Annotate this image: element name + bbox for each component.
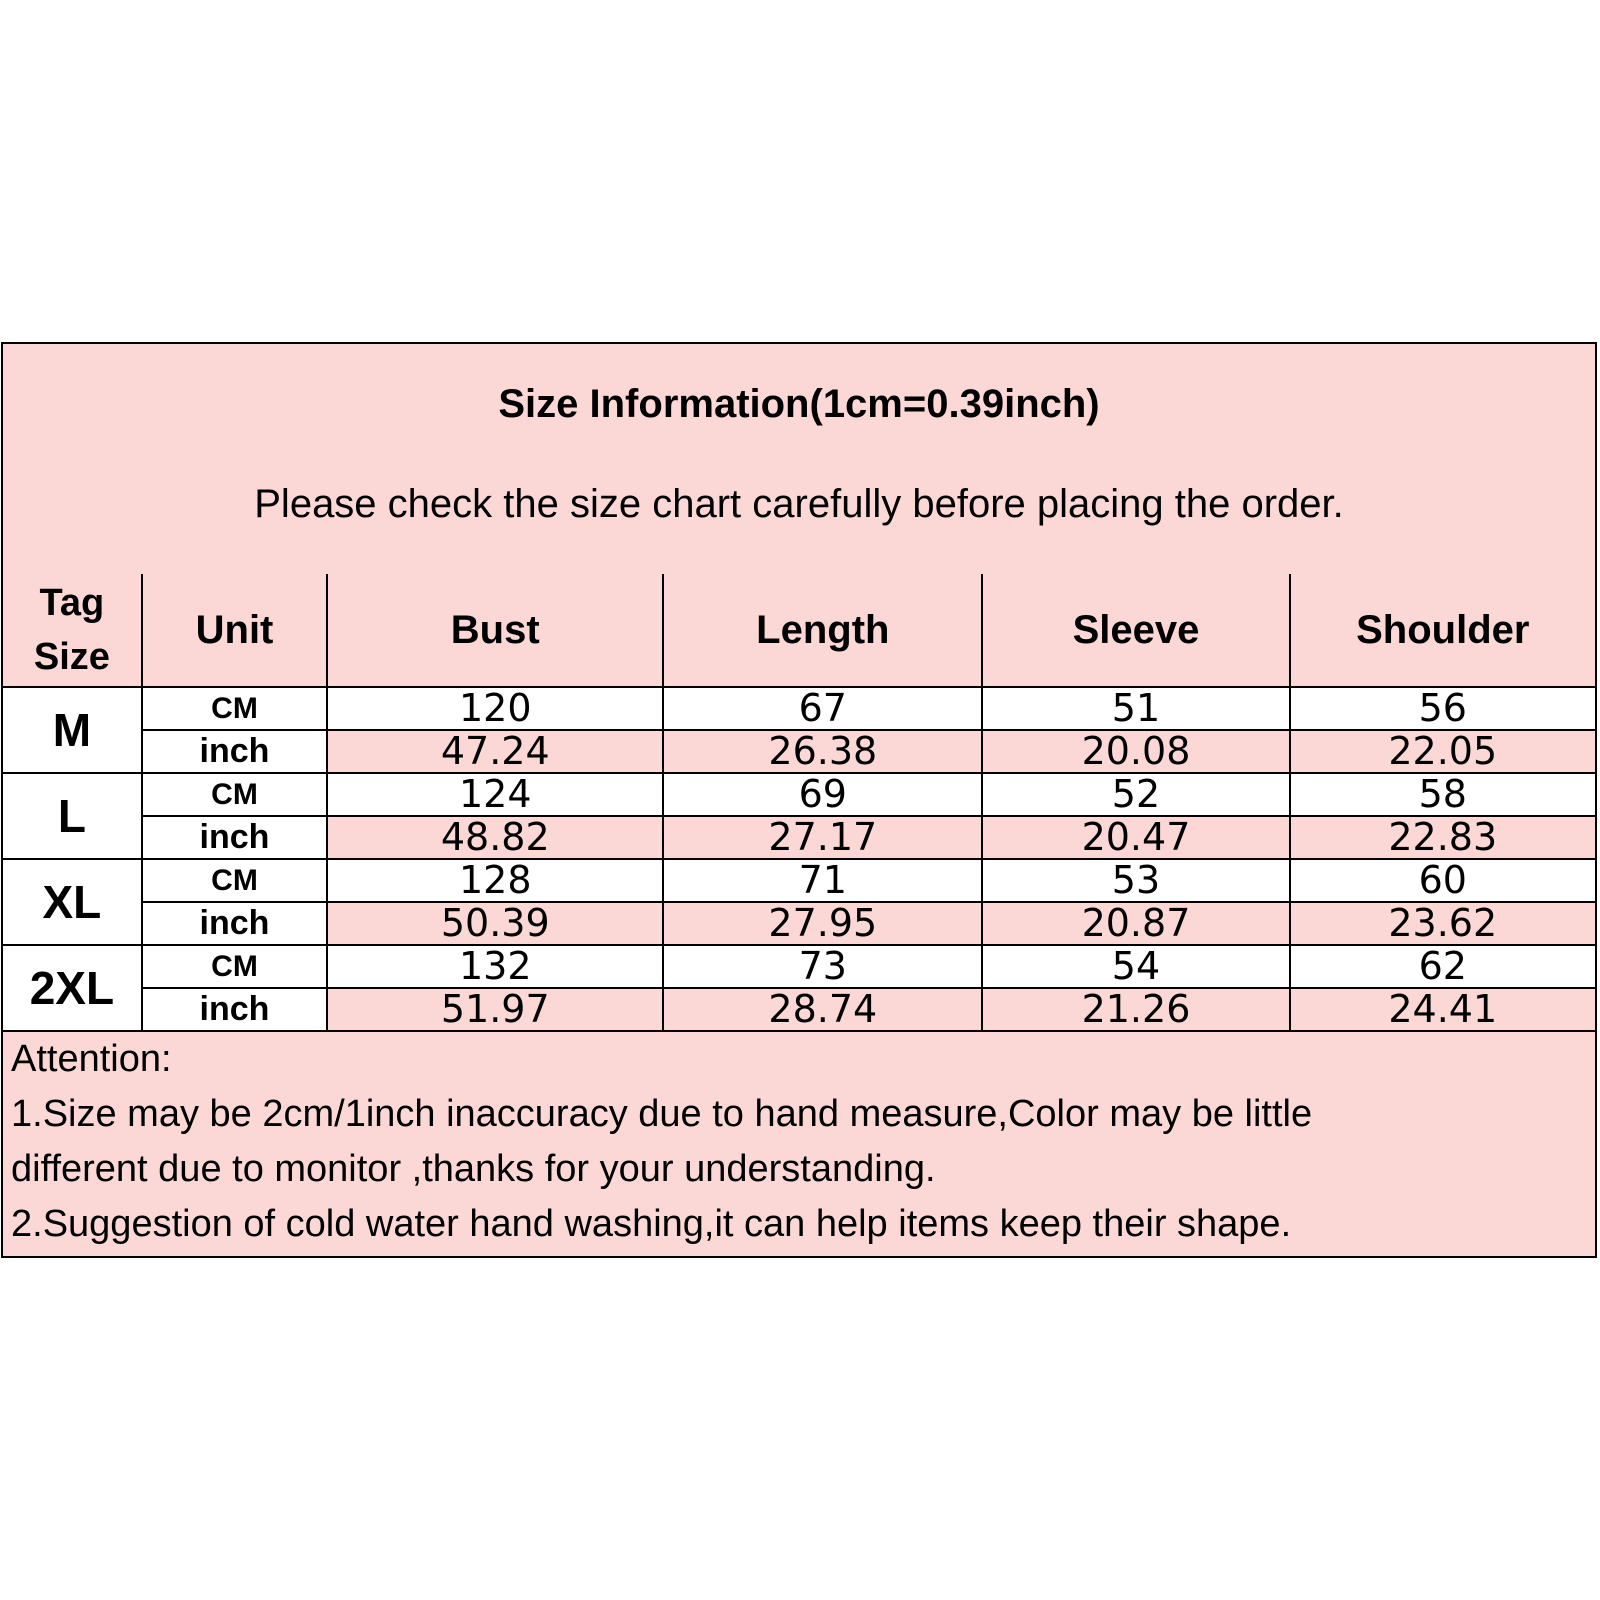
unit-cell: CM <box>142 773 328 816</box>
bust-value: 48.82 <box>327 816 663 859</box>
chart-header <box>3 344 1595 576</box>
length-value: 73 <box>663 945 982 988</box>
size-chart <box>1 342 1597 1258</box>
sleeve-value: 21.26 <box>982 988 1289 1031</box>
table-row <box>3 988 1595 1031</box>
table-row <box>3 902 1595 945</box>
size-table <box>3 574 1595 1032</box>
table-row <box>3 773 1595 816</box>
table-row <box>3 816 1595 859</box>
sleeve-value: 51 <box>982 687 1289 730</box>
shoulder-value: 23.62 <box>1290 902 1595 945</box>
note-line: 1.Size may be 2cm/1inch inaccuracy due to hand measure,Color may be little <box>11 1093 1313 1135</box>
length-value: 28.74 <box>663 988 982 1031</box>
table-row <box>3 730 1595 773</box>
size-label: M <box>3 687 142 773</box>
shoulder-value: 58 <box>1290 773 1595 816</box>
notes-heading: Attention: <box>11 1038 172 1080</box>
bust-value: 132 <box>327 945 663 988</box>
page-title: Size Information(1cm=0.39inch) <box>498 382 1100 426</box>
sleeve-value: 20.87 <box>982 902 1289 945</box>
unit-cell: inch <box>142 988 328 1031</box>
unit-cell: inch <box>142 902 328 945</box>
bust-value: 128 <box>327 859 663 902</box>
bust-value: 51.97 <box>327 988 663 1031</box>
unit-cell: inch <box>142 816 328 859</box>
table-header-row <box>3 574 1595 687</box>
bust-value: 50.39 <box>327 902 663 945</box>
bust-value: 120 <box>327 687 663 730</box>
shoulder-value: 22.05 <box>1290 730 1595 773</box>
sleeve-value: 52 <box>982 773 1289 816</box>
length-value: 26.38 <box>663 730 982 773</box>
size-label: L <box>3 773 142 859</box>
shoulder-value: 24.41 <box>1290 988 1595 1031</box>
page-subtitle: Please check the size chart carefully before placing the order. <box>254 482 1344 526</box>
note-line: 2.Suggestion of cold water hand washing,it can help items keep their shape. <box>11 1203 1292 1245</box>
sleeve-value: 53 <box>982 859 1289 902</box>
table-row <box>3 859 1595 902</box>
length-value: 67 <box>663 687 982 730</box>
length-value: 71 <box>663 859 982 902</box>
sleeve-value: 20.08 <box>982 730 1289 773</box>
shoulder-value: 56 <box>1290 687 1595 730</box>
note-line: different due to monitor ,thanks for your understanding. <box>11 1148 936 1190</box>
header-sleeve: Sleeve <box>982 574 1289 687</box>
unit-cell: inch <box>142 730 328 773</box>
unit-cell: CM <box>142 859 328 902</box>
size-label: 2XL <box>3 945 142 1031</box>
table-row <box>3 687 1595 730</box>
bust-value: 124 <box>327 773 663 816</box>
shoulder-value: 22.83 <box>1290 816 1595 859</box>
header-shoulder: Shoulder <box>1290 574 1595 687</box>
shoulder-value: 62 <box>1290 945 1595 988</box>
length-value: 27.95 <box>663 902 982 945</box>
unit-cell: CM <box>142 687 328 730</box>
length-value: 27.17 <box>663 816 982 859</box>
header-bust: Bust <box>327 574 663 687</box>
header-tag-size: Tag Size <box>3 574 142 687</box>
header-length: Length <box>663 574 982 687</box>
sleeve-value: 54 <box>982 945 1289 988</box>
size-label: XL <box>3 859 142 945</box>
unit-cell: CM <box>142 945 328 988</box>
attention-notes <box>11 1032 1581 1252</box>
bust-value: 47.24 <box>327 730 663 773</box>
header-unit: Unit <box>142 574 328 687</box>
sleeve-value: 20.47 <box>982 816 1289 859</box>
shoulder-value: 60 <box>1290 859 1595 902</box>
length-value: 69 <box>663 773 982 816</box>
table-row <box>3 945 1595 988</box>
